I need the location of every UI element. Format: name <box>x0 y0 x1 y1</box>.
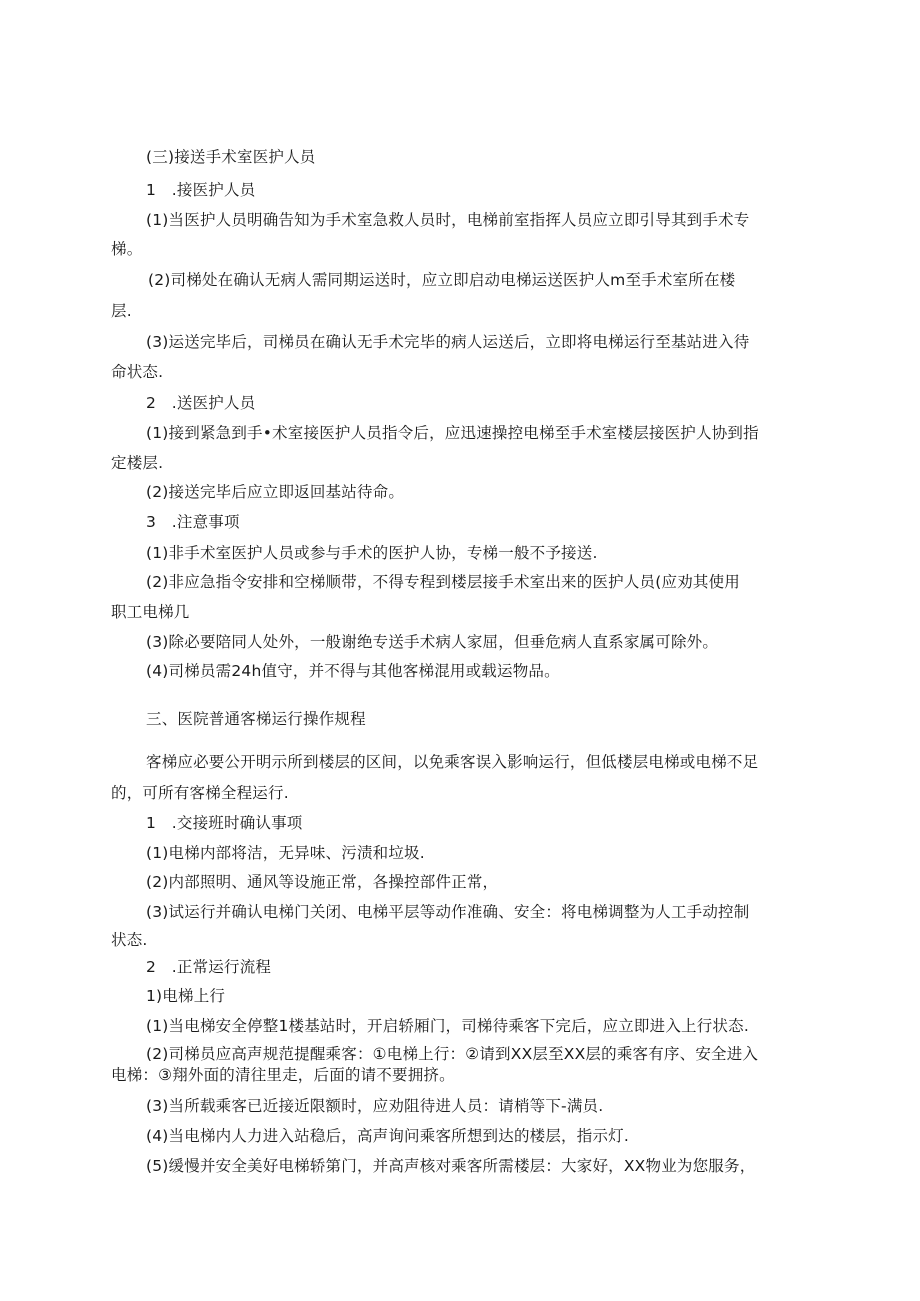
paragraph-line: 的，可所有客梯全程运行. <box>111 784 289 802</box>
paragraph-line: 命状态. <box>111 363 164 381</box>
paragraph-line: (2)内部照明、通风等设施正常，各操控部件正常， <box>146 873 499 891</box>
paragraph-line: 客梯应必要公开明示所到楼层的区间，以免乘客误入影响运行，但低楼层电梯或电梯不足 <box>146 753 759 771</box>
subsection-heading: 2 .送医护人员 <box>146 394 256 412</box>
section-heading: 三、医院普通客梯运行操作规程 <box>146 710 366 728</box>
paragraph-line: 职工电梯几 <box>111 603 190 621</box>
paragraph-line: 定楼层. <box>111 454 164 472</box>
subsection-heading: 3 .注意事项 <box>146 513 240 531</box>
paragraph-line: (2)接送完毕后应立即返回基站待命。 <box>146 483 405 501</box>
paragraph-line: (3)试运行并确认电梯门关闭、电梯平层等动作准确、安全：将电梯调整为人工手动控制 <box>146 903 750 921</box>
paragraph-line: (1)当医护人员明确告知为手术室急救人员时，电梯前室指挥人员应立即引导其到手术专 <box>146 211 750 229</box>
subsection-heading: 1 .接医护人员 <box>146 181 256 199</box>
paragraph-line: (2)司梯处在确认无病人需同期运送时，应立即启动电梯运送医护人m至手术室所在楼 <box>148 271 736 289</box>
paragraph-line: (3)除必要陪同人处外，一般谢绝专送手术病人家屈，但垂危病人直系家属可除外。 <box>146 633 719 651</box>
paragraph-line: (1)非手术室医护人员或参与手术的医护人协，专梯一般不予接送. <box>146 544 598 562</box>
paragraph-line: (5)缓慢并安全美好电梯轿第门，并高声核对乘客所需楼层：大家好，XX物业为您服务， <box>146 1157 756 1175</box>
subsection-heading: 1 .交接班时确认事项 <box>146 814 303 832</box>
list-heading: 1)电梯上行 <box>146 987 226 1005</box>
paragraph-line: (3)当所载乘客已近接近限额时，应劝阻待进人员：请梢等下-满员. <box>146 1097 604 1115</box>
paragraph-line: 层. <box>111 302 132 320</box>
paragraph-line: 梯。 <box>111 240 143 258</box>
paragraph-line: (4)司梯员需24h值守，并不得与其他客梯混用或载运物品。 <box>146 662 560 680</box>
subsection-heading: 2 .正常运行流程 <box>146 958 272 976</box>
paragraph-line: (1)接到紧急到手•术室接医护人员指令后，应迅速操控电梯至手术室楼层接医护人协到指 <box>146 424 759 442</box>
paragraph-line: 状态. <box>111 931 148 949</box>
paragraph-line: (1)当电梯安全停整1楼基站时，开启轿厢门，司梯待乘客下完后，应立即进入上行状态. <box>146 1017 749 1035</box>
paragraph-line: (2)非应急指令安排和空梯顺带，不得专程到楼层接手术室出来的医护人员(应劝其使用 <box>146 573 741 591</box>
paragraph-line: (4)当电梯内人力进入站稳后，高声询问乘客所想到达的楼层，指示灯. <box>146 1127 629 1145</box>
paragraph-line: 电梯：③翔外面的清往里走，后面的请不要拥挤。 <box>111 1066 455 1084</box>
paragraph-line: (1)电梯内部将洁，无异味、污渍和垃圾. <box>146 844 425 862</box>
section-heading: (三)接送手术室医护人员 <box>146 148 316 166</box>
paragraph-line: (3)运送完毕后，司梯员在确认无手术完毕的病人运送后，立即将电梯运行至基站进入待 <box>146 333 750 351</box>
paragraph-line: (2)司梯员应高声规范提醒乘客：①电梯上行：②请到XX层至XX层的乘客有序、安全进入 <box>146 1045 759 1063</box>
